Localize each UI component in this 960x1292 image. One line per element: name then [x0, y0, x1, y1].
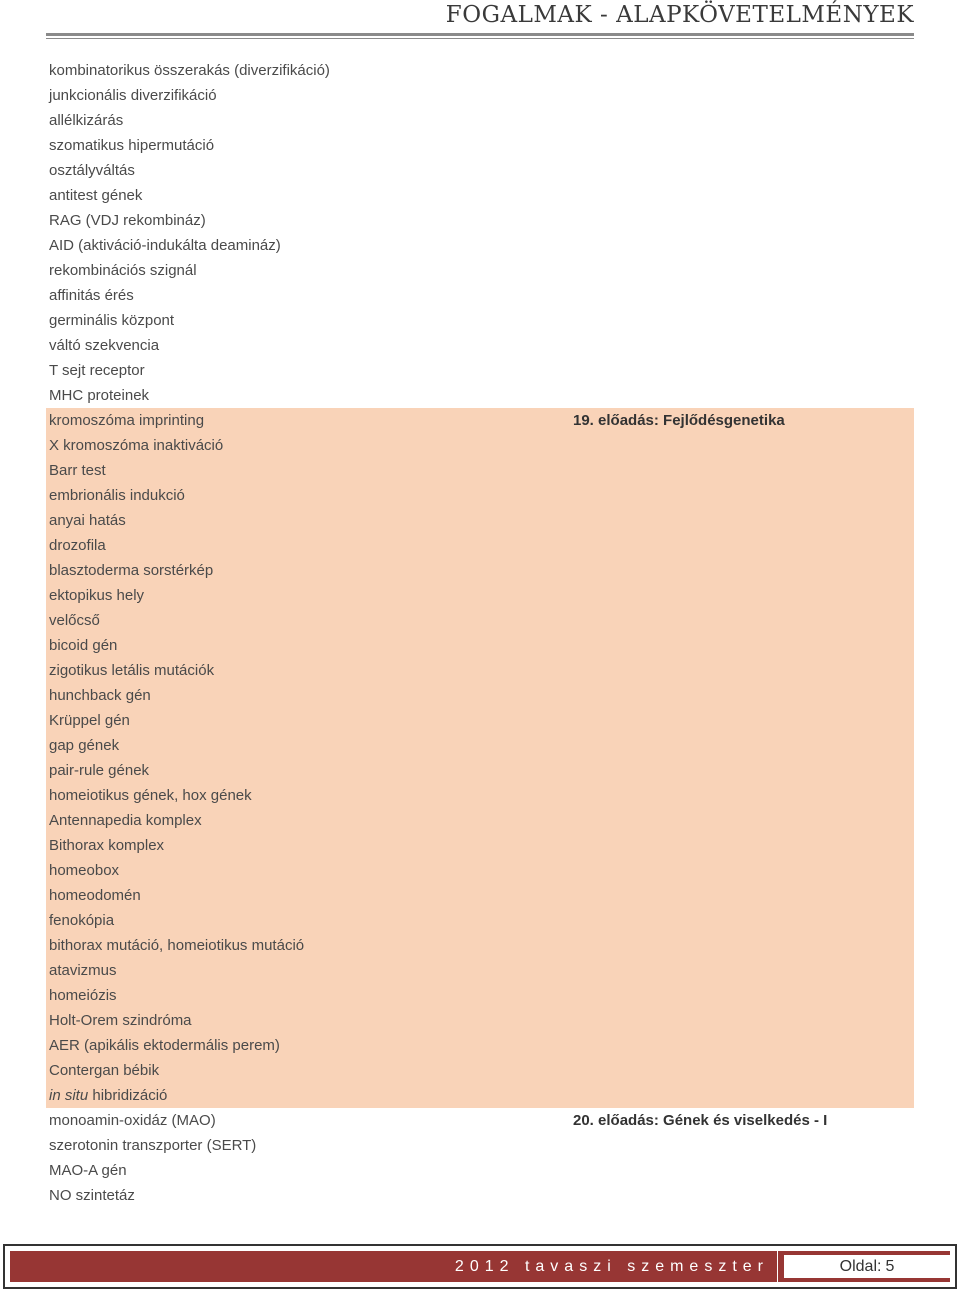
term-row [46, 1133, 914, 1158]
term-row [46, 458, 914, 483]
term-row [46, 608, 914, 633]
term-row [46, 1033, 914, 1058]
term-text: Barr test [49, 462, 106, 479]
term-row [46, 808, 914, 833]
term-row [46, 833, 914, 858]
term-text: velőcső [49, 612, 100, 629]
term-row [46, 408, 914, 433]
term-text: antitest gének [49, 187, 143, 204]
term-row [46, 283, 914, 308]
term-text: homeiotikus gének, hox gének [49, 787, 252, 804]
term-row [46, 1083, 914, 1108]
term-row [46, 433, 914, 458]
term-row [46, 233, 914, 258]
term-text: Bithorax komplex [49, 837, 165, 854]
term-text: allélkizárás [49, 112, 124, 129]
term-text: anyai hatás [49, 512, 126, 529]
term-text: bithorax mutáció, homeiotikus mutáció [49, 937, 305, 954]
header-divider-thin [46, 38, 914, 39]
term-row [46, 533, 914, 558]
term-italic-prefix: in situ [49, 1087, 89, 1104]
term-row [46, 508, 914, 533]
term-text: NO szintetáz [49, 1187, 135, 1204]
term-row [46, 333, 914, 358]
footer-page-number: 5 [885, 1258, 895, 1275]
term-text-rest: hibridizáció [92, 1087, 168, 1104]
footer-page-box [784, 1255, 950, 1278]
term-text: T sejt receptor [49, 362, 145, 379]
term-text: RAG (VDJ rekombináz) [49, 212, 206, 229]
term-row [46, 633, 914, 658]
footer-bar [10, 1251, 950, 1282]
term-text: MHC proteinek [49, 387, 150, 404]
term-text: homeiózis [49, 987, 117, 1004]
term-text: AID (aktiváció-indukálta deamináz) [49, 237, 281, 254]
term-text: szerotonin transzporter (SERT) [49, 1137, 257, 1154]
term-text: gap gének [49, 737, 120, 754]
term-text: germinális központ [49, 312, 175, 329]
term-row [46, 308, 914, 333]
term-text [49, 1083, 167, 1108]
term-row [46, 258, 914, 283]
term-text: osztályváltás [49, 162, 135, 179]
term-text: AER (apikális ektodermális perem) [49, 1037, 280, 1054]
term-text: ektopikus hely [49, 587, 145, 604]
term-text: zigotikus letális mutációk [49, 662, 215, 679]
term-text: homeobox [49, 862, 120, 879]
term-text: homeodomén [49, 887, 141, 904]
page-footer [3, 1244, 957, 1289]
term-row [46, 1183, 914, 1208]
term-row [46, 58, 914, 83]
footer-separator [777, 1251, 778, 1282]
term-text: X kromoszóma inaktiváció [49, 437, 224, 454]
term-text: junkcionális diverzifikáció [49, 87, 217, 104]
term-row [46, 1058, 914, 1083]
term-text: váltó szekvencia [49, 337, 160, 354]
term-row [46, 708, 914, 733]
term-row [46, 983, 914, 1008]
footer-semester: 2012 tavaszi szemeszter [454, 1258, 769, 1275]
term-row [46, 208, 914, 233]
term-text: affinitás érés [49, 287, 134, 304]
term-text: blasztoderma sorstérkép [49, 562, 214, 579]
term-text: rekombinációs szignál [49, 262, 197, 279]
term-text: atavizmus [49, 962, 117, 979]
term-text: drozofila [49, 537, 106, 554]
term-row [46, 858, 914, 883]
term-text: kombinatorikus összerakás (diverzifikáció) [49, 62, 330, 79]
term-text: hunchback gén [49, 687, 151, 704]
term-row [46, 108, 914, 133]
term-row [46, 483, 914, 508]
term-text: Krüppel gén [49, 712, 130, 729]
term-row [46, 733, 914, 758]
term-text: MAO-A gén [49, 1162, 127, 1179]
term-row [46, 83, 914, 108]
term-text: bicoid gén [49, 637, 118, 654]
term-text: Antennapedia komplex [49, 812, 202, 829]
footer-page-label: Oldal: [839, 1258, 882, 1275]
term-row [46, 758, 914, 783]
term-row [46, 583, 914, 608]
term-row [46, 1108, 914, 1133]
term-text: monoamin-oxidáz (MAO) [49, 1112, 216, 1129]
term-row [46, 1008, 914, 1033]
term-row [46, 683, 914, 708]
lecture-heading: 19. előadás: Fejlődésgenetika [573, 412, 785, 429]
term-row [46, 383, 914, 408]
term-row [46, 908, 914, 933]
term-row [46, 883, 914, 908]
term-list [46, 58, 914, 1208]
term-row [46, 358, 914, 383]
term-text: szomatikus hipermutáció [49, 137, 215, 154]
term-row [46, 133, 914, 158]
term-row [46, 783, 914, 808]
term-row [46, 558, 914, 583]
term-row [46, 658, 914, 683]
header-divider-thick [46, 33, 914, 36]
term-row [46, 958, 914, 983]
term-row [46, 933, 914, 958]
term-text: pair-rule gének [49, 762, 150, 779]
term-text: kromoszóma imprinting [49, 412, 205, 429]
term-text: Holt-Orem szindróma [49, 1012, 192, 1029]
term-text: fenokópia [49, 912, 115, 929]
page-header-title: FOGALMAK - ALAPKÖVETELMÉNYEK [445, 2, 914, 28]
term-row [46, 1158, 914, 1183]
term-row [46, 158, 914, 183]
header-divider [46, 33, 914, 39]
term-text: embrionális indukció [49, 487, 185, 504]
term-row [46, 183, 914, 208]
term-text: Contergan bébik [49, 1062, 160, 1079]
lecture-heading: 20. előadás: Gének és viselkedés - I [573, 1112, 828, 1129]
